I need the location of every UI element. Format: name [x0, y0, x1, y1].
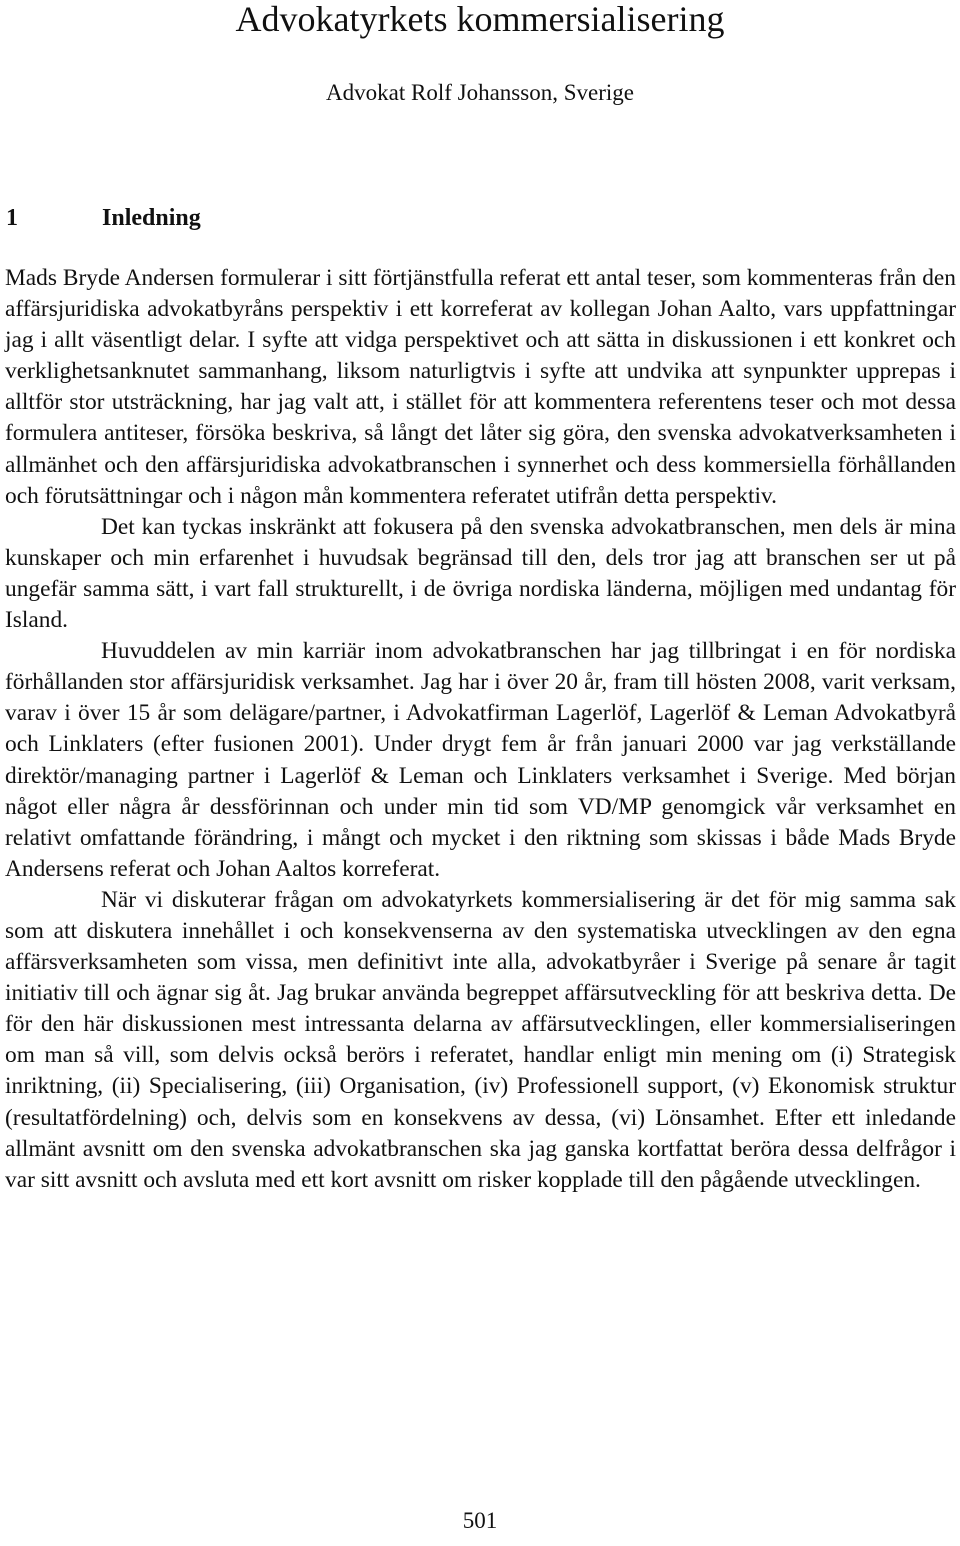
section-heading: [6, 202, 201, 234]
page-number: 501: [462, 1508, 498, 1533]
section-title: Inledning: [102, 205, 201, 231]
paragraph-4: När vi diskuterar frågan om advokatyrkets kommersialisering är det för mig samma sak som att diskutera innehållet i och konsekvenserna av den systematiska utvecklingen av den egna affärsverksamheten som vissa, men definitivt inte alla, advokatbyråer i Sverige på senare år tagit initiativ till och ägnar sig åt. Jag brukar använda begreppet affärsutveckling för att beskriva detta. De för den här diskussionen mest intressanta delarna av affärsutvecklingen, eller kommersialiseringen om man så vill, som delvis också berörs i referatet, handlar enligt min mening om (i) Strategisk inriktning, (ii) Specialisering, (iii) Organisation, (iv) Professionell support, (v) Ekonomisk struktur (resultatfördelning) och, delvis som en konsekvens av dessa, (vi) Lönsamhet. Efter ett inledande allmänt avsnitt om den svenska advokatbranschen ska jag ganska kortfattat beröra dessa delfrågor i var sitt avsnitt och avsluta med ett kort avsnitt om risker kopplade till den pågående utvecklingen.: [5, 886, 956, 1193]
document-title: Advokatyrkets kommersialisering: [235, 0, 725, 39]
section-number: 1: [6, 205, 18, 231]
author-line: Advokat Rolf Johansson, Sverige: [326, 80, 634, 105]
paragraph-1: Mads Bryde Andersen formulerar i sitt förtjänstfulla referat ett antal teser, som kommenteras från den affärsjuridiska advokatbyråns perspektiv i ett korreferat av kollegan Johan Aalto, vars uppfattningar jag i allt väsentligt delar. I syfte att vidga perspektivet och att sätta in diskussionen i ett konkret och verklighetsanknutet sammanhang, liksom naturligtvis i syfte att undvika att synpunkter upprepas i alltför stor utsträckning, har jag valt att, i stället för att kommentera referentens teser och mot dessa formulera antiteser, försöka beskriva, så långt det låter sig göra, den svenska advokatverksamheten i allmänhet och den affärsjuridiska advokatbranschen i synnerhet och dess kommersiella förhållanden och förutsättningar och i någon mån kommentera referatet utifrån detta perspektiv.: [5, 265, 956, 509]
body-text: [5, 263, 956, 1196]
paragraph-2: Det kan tyckas inskränkt att fokusera på den svenska advokatbranschen, men dels är mina kunskaper och min erfarenhet i huvudsak begränsad till den, dels tror jag att branschen ser ut på ungefär samma sätt, i vart fall strukturellt, i de övriga nordiska länderna, möjligen med undantag för Island.: [5, 513, 956, 634]
paragraph-3: Huvuddelen av min karriär inom advokatbranschen har jag tillbringat i en för nordiska förhållanden stor affärsjuridisk verksamhet. Jag har i över 20 år, fram till hösten 2008, varit verksam, varav i över 15 år som delägare/partner, i Advokatfirman Lagerlöf, Lagerlöf & Leman Advokatbyrå och Linklaters (efter fusionen 2001). Under drygt fem år från januari 2000 var jag verkställande direktör/managing partner i Lagerlöf & Leman och Linklaters verksamhet i Sverige. Med början något eller några år dessförinnan och under min tid som VD/MP genomgick vår verksamhet en relativt omfattande förändring, i mångt och mycket i den riktning som skissas i både Mads Bryde Andersens referat och Johan Aaltos korreferat.: [5, 638, 956, 882]
